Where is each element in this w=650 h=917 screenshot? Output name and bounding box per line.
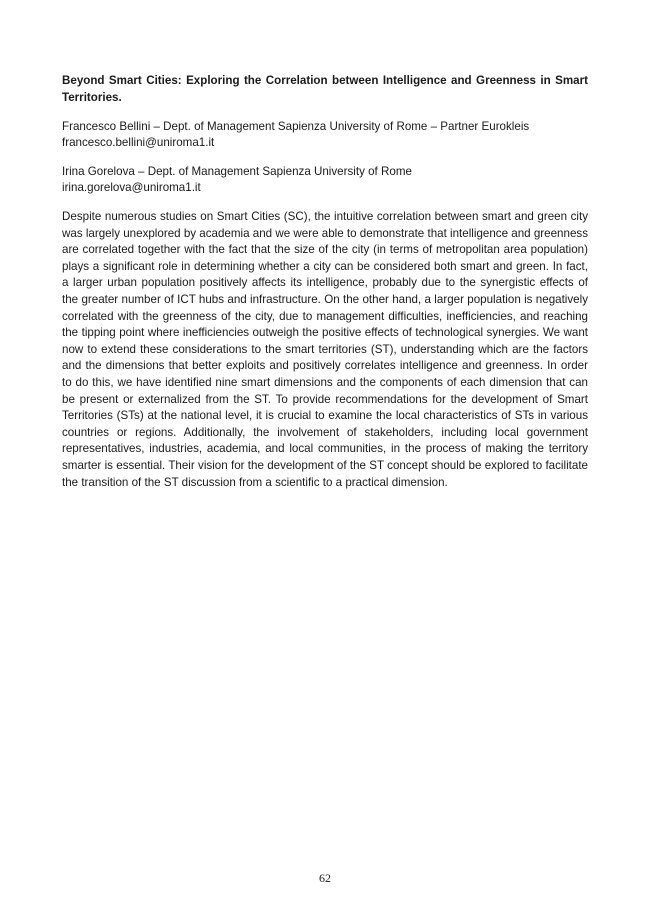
author-block-1 — [62, 119, 588, 150]
page-content — [62, 72, 588, 503]
author-affiliation: Francesco Bellini – Dept. of Management Sapienza University of Rome – Partner Eurokleis — [62, 120, 530, 133]
author-block-2 — [62, 164, 588, 195]
author-affiliation: Irina Gorelova – Dept. of Management Sapienza University of Rome — [62, 165, 412, 178]
abstract-paragraph: Despite numerous studies on Smart Cities (SC), the intuitive correlation between smart and green city was largely unexplored by academia and we were able to demonstrate that intelligence and greenness are correlated together with the fact that the size of the city (in terms of metropolitan area population) plays a significant role in determining whether a city can be considered both smart and green. In fact, a larger urban population positively affects its intelligence, probably due to the synergistic effects of the greater number of ICT hubs and infrastructure. On the other hand, a larger population is negatively correlated with the greenness of the city, due to management difficulties, inefficiencies, and reaching the tipping point where inefficiencies outweigh the positive effects of technological synergies. We want now to extend these considerations to the smart territories (ST), understanding which are the factors and the dimensions that better exploits and positively correlates intelligence and greenness. In order to do this, we have identified nine smart dimensions and the components of each dimension that can be present or externalized from the ST. To provide recommendations for the development of Smart Territories (STs) at the national level, it is crucial to examine the local characteristics of STs in various countries or regions. Additionally, the involvement of stakeholders, including local government representatives, industries, academia, and local communities, in the process of making the territory smarter is essential. Their vision for the development of the ST concept should be explored to facilitate the transition of the ST discussion from a scientific to a practical dimension. — [62, 210, 588, 489]
paper-title: Beyond Smart Cities: Exploring the Correlation between Intelligence and Greenness in Smart Territories. — [62, 74, 588, 104]
page-number: 62 — [319, 871, 331, 885]
author-email: francesco.bellini@uniroma1.it — [62, 135, 215, 149]
author-email: irina.gorelova@uniroma1.it — [62, 180, 201, 194]
